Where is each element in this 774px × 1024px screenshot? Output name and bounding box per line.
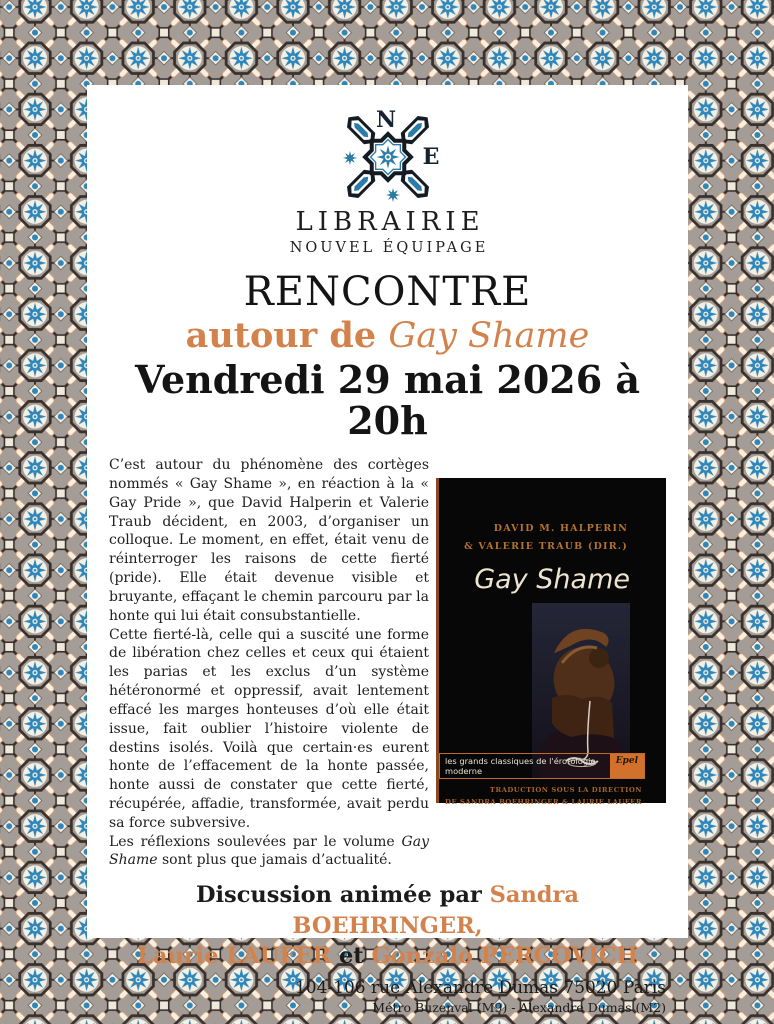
librairie-name: LIBRAIRIE bbox=[295, 207, 485, 237]
photo-figure-head bbox=[589, 648, 609, 668]
librairie-logo-block bbox=[109, 105, 666, 256]
event-datetime: Vendredi 29 mai 2026 à 20h bbox=[134, 356, 641, 444]
book-cover-photo bbox=[532, 603, 630, 778]
body-paragraph-2: Cette fierté-là, celle qui a suscité une forme de libération chez celles et ceux qui étaient les parias et les exclus d’un système hétéronormé et oppressif, avait lentement effacé les marges honteuses d’où elle était issue, fait oublier l’histoire violente de destins isolés. Voilà que certain·es eurent honte de l’effacement de la honte passée, honte aussi de constater que cette fierté, récupérée, affadie, transformée, avait perdu sa force subversive. bbox=[109, 626, 429, 831]
event-subtitle-prefix: autour de bbox=[185, 315, 389, 356]
book-cover-series-strip bbox=[439, 753, 645, 779]
body-paragraph-1: C’est autour du phénomène des cortèges nommés « Gay Shame », en réaction à la « Gay Pride », que David Halperin et Valerie Traub décident, en 2003, d’organiser un colloque. Le moment, en effet, était venu de réinterroger les raisons de cette fierté (pride). Elle était devenue visible et bruyante, effaçant le chemin parcouru par la honte qui lui était consubstantielle. bbox=[109, 457, 429, 624]
discussion-line bbox=[109, 880, 666, 971]
book-cover-publisher-logo: Epel bbox=[610, 754, 644, 778]
book-cover-series-name: les grands classiques de l'érotologie moderne bbox=[445, 756, 596, 777]
book-cover-title: Gay Shame bbox=[474, 564, 630, 596]
book-cover bbox=[436, 478, 666, 807]
logo-small-star-bottom bbox=[386, 188, 400, 202]
book-cover-traduction-line1: TRADUCTION SOUS LA DIRECTION bbox=[489, 786, 642, 795]
book-cover-author-line2: & VALERIE TRAUB (DIR.) bbox=[464, 541, 628, 553]
discussion-speaker-1: Sandra BOEHRINGER, bbox=[292, 882, 579, 939]
body-paragraph-3-prefix: Les réflexions soulevées par le volume bbox=[109, 833, 402, 850]
body-paragraph-3 bbox=[109, 833, 429, 871]
body-paragraph-3-book-title: Gay Shame bbox=[109, 833, 429, 869]
book-cover-traduction-line2: DE SANDRA BOEHRINGER & LAURIE LAUFER bbox=[445, 798, 642, 807]
venue-metro-info: Métro Buzenval (M9) - Alexandre Dumas (M2) bbox=[372, 1000, 666, 1016]
event-subtitle bbox=[109, 317, 666, 356]
body-text-column bbox=[109, 456, 429, 870]
discussion-speaker-2: Laurie LAUFER bbox=[137, 943, 332, 970]
photo-figure-legs bbox=[552, 695, 614, 738]
event-title: RENCONTRE bbox=[243, 269, 532, 315]
librairie-subname: NOUVEL ÉQUIPAGE bbox=[289, 240, 489, 256]
logo-letter-e: E bbox=[422, 144, 439, 170]
body-paragraph-3-suffix: sont plus que jamais d’actualité. bbox=[157, 852, 392, 869]
content-row bbox=[109, 456, 666, 870]
logo-center-dot bbox=[386, 155, 389, 158]
book-cover-authors bbox=[439, 520, 666, 556]
discussion-prefix: Discussion animée par bbox=[196, 882, 490, 909]
logo-small-star-left bbox=[343, 151, 357, 165]
librairie-logo-icon bbox=[313, 105, 463, 205]
venue-address: 104-106 rue Alexandre Dumas 75020 Paris bbox=[294, 978, 666, 999]
book-cover-traduction bbox=[439, 784, 666, 808]
book-cover-author-line1: DAVID M. HALPERIN bbox=[493, 523, 628, 535]
flyer-panel bbox=[87, 85, 688, 1016]
event-subtitle-book-title: Gay Shame bbox=[388, 316, 590, 356]
discussion-speaker-3: Gonzalo PERCOVICH bbox=[371, 943, 638, 970]
discussion-connector: et bbox=[331, 943, 372, 970]
logo-letter-n: N bbox=[375, 107, 396, 133]
